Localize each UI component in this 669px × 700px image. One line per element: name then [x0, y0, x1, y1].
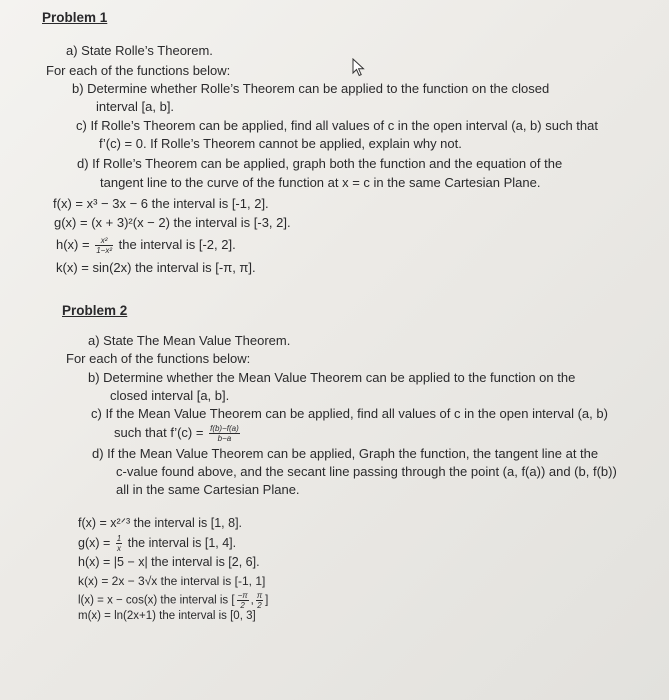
p2-part-d-line3: all in the same Cartesian Plane.	[116, 482, 300, 497]
p2-mvt-lead: such that f’(c) =	[114, 424, 204, 440]
p1-part-c-line1: c) If Rolle’s Theorem can be applied, find all values of c in the open interval (a, b) such that	[76, 118, 598, 133]
fraction-denominator: x	[117, 544, 122, 553]
p2-function-g-fraction	[116, 534, 122, 553]
fraction-numerator: x²	[95, 236, 113, 246]
fraction-numerator: −π	[237, 591, 248, 600]
p1-part-a: a) State Rolle’s Theorem.	[66, 43, 213, 58]
mouse-cursor-icon	[352, 58, 368, 78]
p2-function-g	[78, 534, 236, 553]
p1-function-h-fraction	[95, 236, 113, 255]
p2-function-k: k(x) = 2x − 3√x the interval is [-1, 1]	[78, 574, 266, 588]
fraction-numerator: π	[256, 591, 263, 600]
p2-part-b-line2: closed interval [a, b].	[110, 388, 230, 403]
p2-part-b-line1: b) Determine whether the Mean Value Theorem can be applied to the function on the	[88, 370, 576, 385]
p1-part-b-line2: interval [a, b].	[96, 99, 175, 114]
p2-mvt-fraction	[209, 424, 240, 443]
p2-function-l-fraction-right	[256, 591, 263, 610]
p2-function-g-lead: g(x) =	[78, 535, 111, 550]
p2-function-m: m(x) = ln(2x+1) the interval is [0, 3]	[78, 610, 256, 622]
p1-part-c-line2: f’(c) = 0. If Rolle’s Theorem cannot be applied, explain why not.	[99, 136, 462, 151]
p2-intro: For each of the functions below:	[66, 351, 251, 366]
fraction-denominator: b−a	[217, 434, 232, 443]
p2-function-h: h(x) = |5 − x| the interval is [2, 6].	[78, 555, 260, 569]
p2-function-f: f(x) = x²ᐟ³ the interval is [1, 8].	[78, 516, 243, 530]
p1-part-d-line1: d) If Rolle’s Theorem can be applied, graph both the function and the equation of the	[77, 156, 563, 171]
p2-part-c-line1: c) If the Mean Value Theorem can be applied, find all values of c in the open interval (a, b)	[91, 406, 608, 421]
p2-function-l: l(x) = x − cos(x) the interval is [ $\frac{-\pi}{2}$ , $\frac{\pi}{2}$ ]	[78, 591, 269, 610]
p2-part-d-line2: c-value found above, and the secant line passing through the point (a, f(a)) and (b, f(b))	[116, 464, 617, 479]
p2-function-g-interval: the interval is [1, 4].	[127, 535, 237, 550]
p1-part-d-line2: tangent line to the curve of the function at x = c in the same Cartesian Plane.	[100, 175, 541, 190]
fraction-numerator: f(b)−f(a)	[210, 424, 239, 433]
p1-function-g: g(x) = (x + 3)²(x − 2) the interval is [-3, 2].	[54, 215, 291, 230]
fraction-denominator: 2	[240, 601, 245, 610]
p2-part-a: a) State The Mean Value Theorem.	[88, 333, 291, 348]
p1-intro: For each of the functions below:	[46, 63, 231, 78]
p1-function-h	[56, 236, 236, 255]
p2-function-l-close: ]	[265, 594, 269, 607]
problem-1-heading: Problem 1	[42, 10, 108, 25]
p2-function-l-lead: l(x) = x − cos(x) the interval is [	[78, 594, 235, 607]
p2-part-d-line1: d) If the Mean Value Theorem can be applied, Graph the function, the tangent line at the	[92, 446, 599, 461]
p1-function-f: f(x) = x³ − 3x − 6 the interval is [-1, 2].	[53, 196, 269, 211]
fraction-denominator: 1−x²	[96, 246, 113, 255]
problem-2-heading: Problem 2	[62, 303, 128, 318]
p1-function-k: k(x) = sin(2x) the interval is [-π, π].	[56, 260, 256, 275]
p1-function-h-interval: the interval is [-2, 2].	[118, 236, 236, 252]
fraction-denominator: 2	[257, 601, 262, 610]
p1-function-h-lead: h(x) =	[56, 236, 90, 252]
p2-part-c-line2	[114, 424, 242, 443]
fraction-numerator: 1	[116, 534, 122, 543]
p1-part-b-line1: b) Determine whether Rolle’s Theorem can be applied to the function on the closed	[72, 81, 550, 96]
